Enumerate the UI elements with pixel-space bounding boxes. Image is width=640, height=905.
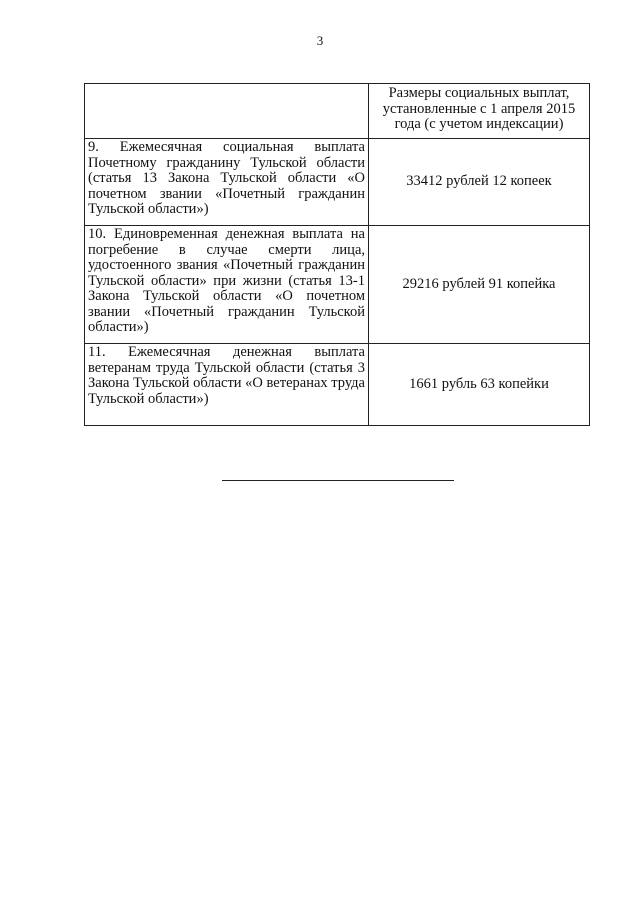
social-payments-table <box>84 83 590 426</box>
payment-amount: 29216 рублей 91 копейка <box>369 226 590 344</box>
payment-description: 11. Ежемесячная денежная выплата ветеранам труда Тульской области (статья 3 Закона Тульской области «О ветеранах труда Тульской области») <box>85 344 369 426</box>
table-header-row <box>85 84 590 139</box>
header-cell-empty <box>85 84 369 139</box>
header-cell-payment-sizes: Размеры социальных выплат, установленные с 1 апреля 2015 года (с учетом индексации) <box>369 84 590 139</box>
table-row <box>85 226 590 344</box>
end-of-document-line <box>222 480 454 481</box>
payment-description: 9. Ежемесячная социальная выплата Почетному гражданину Тульской области (статья 13 Закона Тульской области «О почетном звании «Почетный гражданин Тульской области») <box>85 139 369 226</box>
table-row <box>85 139 590 226</box>
payment-amount: 33412 рублей 12 копеек <box>369 139 590 226</box>
table-row <box>85 344 590 426</box>
page-number: 3 <box>316 33 324 48</box>
payment-description: 10. Единовременная денежная выплата на погребение в случае смерти лица, удостоенного звания «Почетный гражданин Тульской области» при жизни (статья 13-1 Закона Тульской области «О почетном звании «Почетный гражданин Тульской области») <box>85 226 369 344</box>
payment-amount: 1661 рубль 63 копейки <box>369 344 590 426</box>
